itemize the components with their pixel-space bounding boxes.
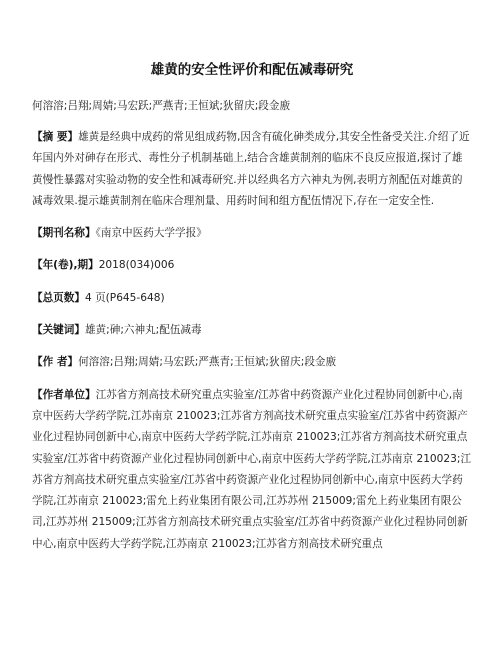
field-total-pages (32, 288, 472, 309)
field-value: 《南京中医药大学学报》 (95, 227, 207, 240)
field-value: 雄黄;砷;六神丸;配伍减毒 (84, 324, 202, 337)
field-year-volume-issue (32, 255, 472, 276)
paper-title: 雄黄的安全性评价和配伍减毒研究 (150, 62, 354, 78)
field-value: 4 页(P645-648) (84, 291, 165, 304)
field-keywords (32, 320, 472, 341)
field-value: 江苏省方剂高技术研究重点实验室/江苏省中药资源产业化过程协同创新中心,南京中医药大学药学院,江苏南京 210023;江苏省方剂高技术研究重点实验室/江苏省中药资源产业化过程协同创新中心,南京中医药大学药学院,江苏南京 210023;江苏省方剂高技术研究重点实验室/江苏省中药资源产业化过程协同创新中心,南京中医药大学药学院,江苏南京 210023;江苏省方剂高技术研究重点实验室/江苏省中药资源产业化过程协同创新中心,南京中医药大学药学院,江苏南京 210023;雷允上药业集团有限公司,江苏苏州 215009;雷允上药业集团有限公司,江苏苏州 215009;江苏省方剂高技术研究重点实验室/江苏省中药资源产业化过程协同创新中心,南京中医药大学药学院,江苏南京 210023;江苏省方剂高技术研究重点 (32, 388, 472, 550)
abstract-label: 【摘 要】 (32, 131, 79, 143)
field-label: 【关键词】 (32, 324, 85, 337)
field-journal (32, 223, 472, 244)
field-value: 2018(034)006 (98, 259, 175, 272)
author-list: 何溶溶;吕翔;周婧;马宏跃;严燕青;王恒斌;狄留庆;段金廒 (32, 100, 291, 112)
field-label: 【作 者】 (32, 356, 79, 369)
abstract (32, 127, 472, 212)
field-label: 【期刊名称】 (32, 227, 96, 240)
field-affiliations (32, 385, 472, 555)
field-label: 【总页数】 (32, 291, 85, 304)
field-authors (32, 352, 472, 373)
field-value: 何溶溶;吕翔;周婧;马宏跃;严燕青;王恒斌;狄留庆;段金廒 (78, 356, 337, 369)
field-label: 【作者单位】 (32, 388, 96, 401)
field-label: 【年(卷),期】 (32, 259, 99, 272)
abstract-text: 雄黄是经典中成药的常见组成药物,因含有硫化砷类成分,其安全性备受关注.介绍了近年国内外对砷存在形式、毒性分子机制基础上,结合含雄黄制剂的临床不良反应报道,探讨了雄黄慢性暴露对实验动物的安全性和减毒研究.并以经典名方六神丸为例,表明方剂配伍对雄黄的减毒效果.提示雄黄制剂在临床合理剂量、用药时间和组方配伍情况下,存在一定安全性. (32, 131, 470, 207)
